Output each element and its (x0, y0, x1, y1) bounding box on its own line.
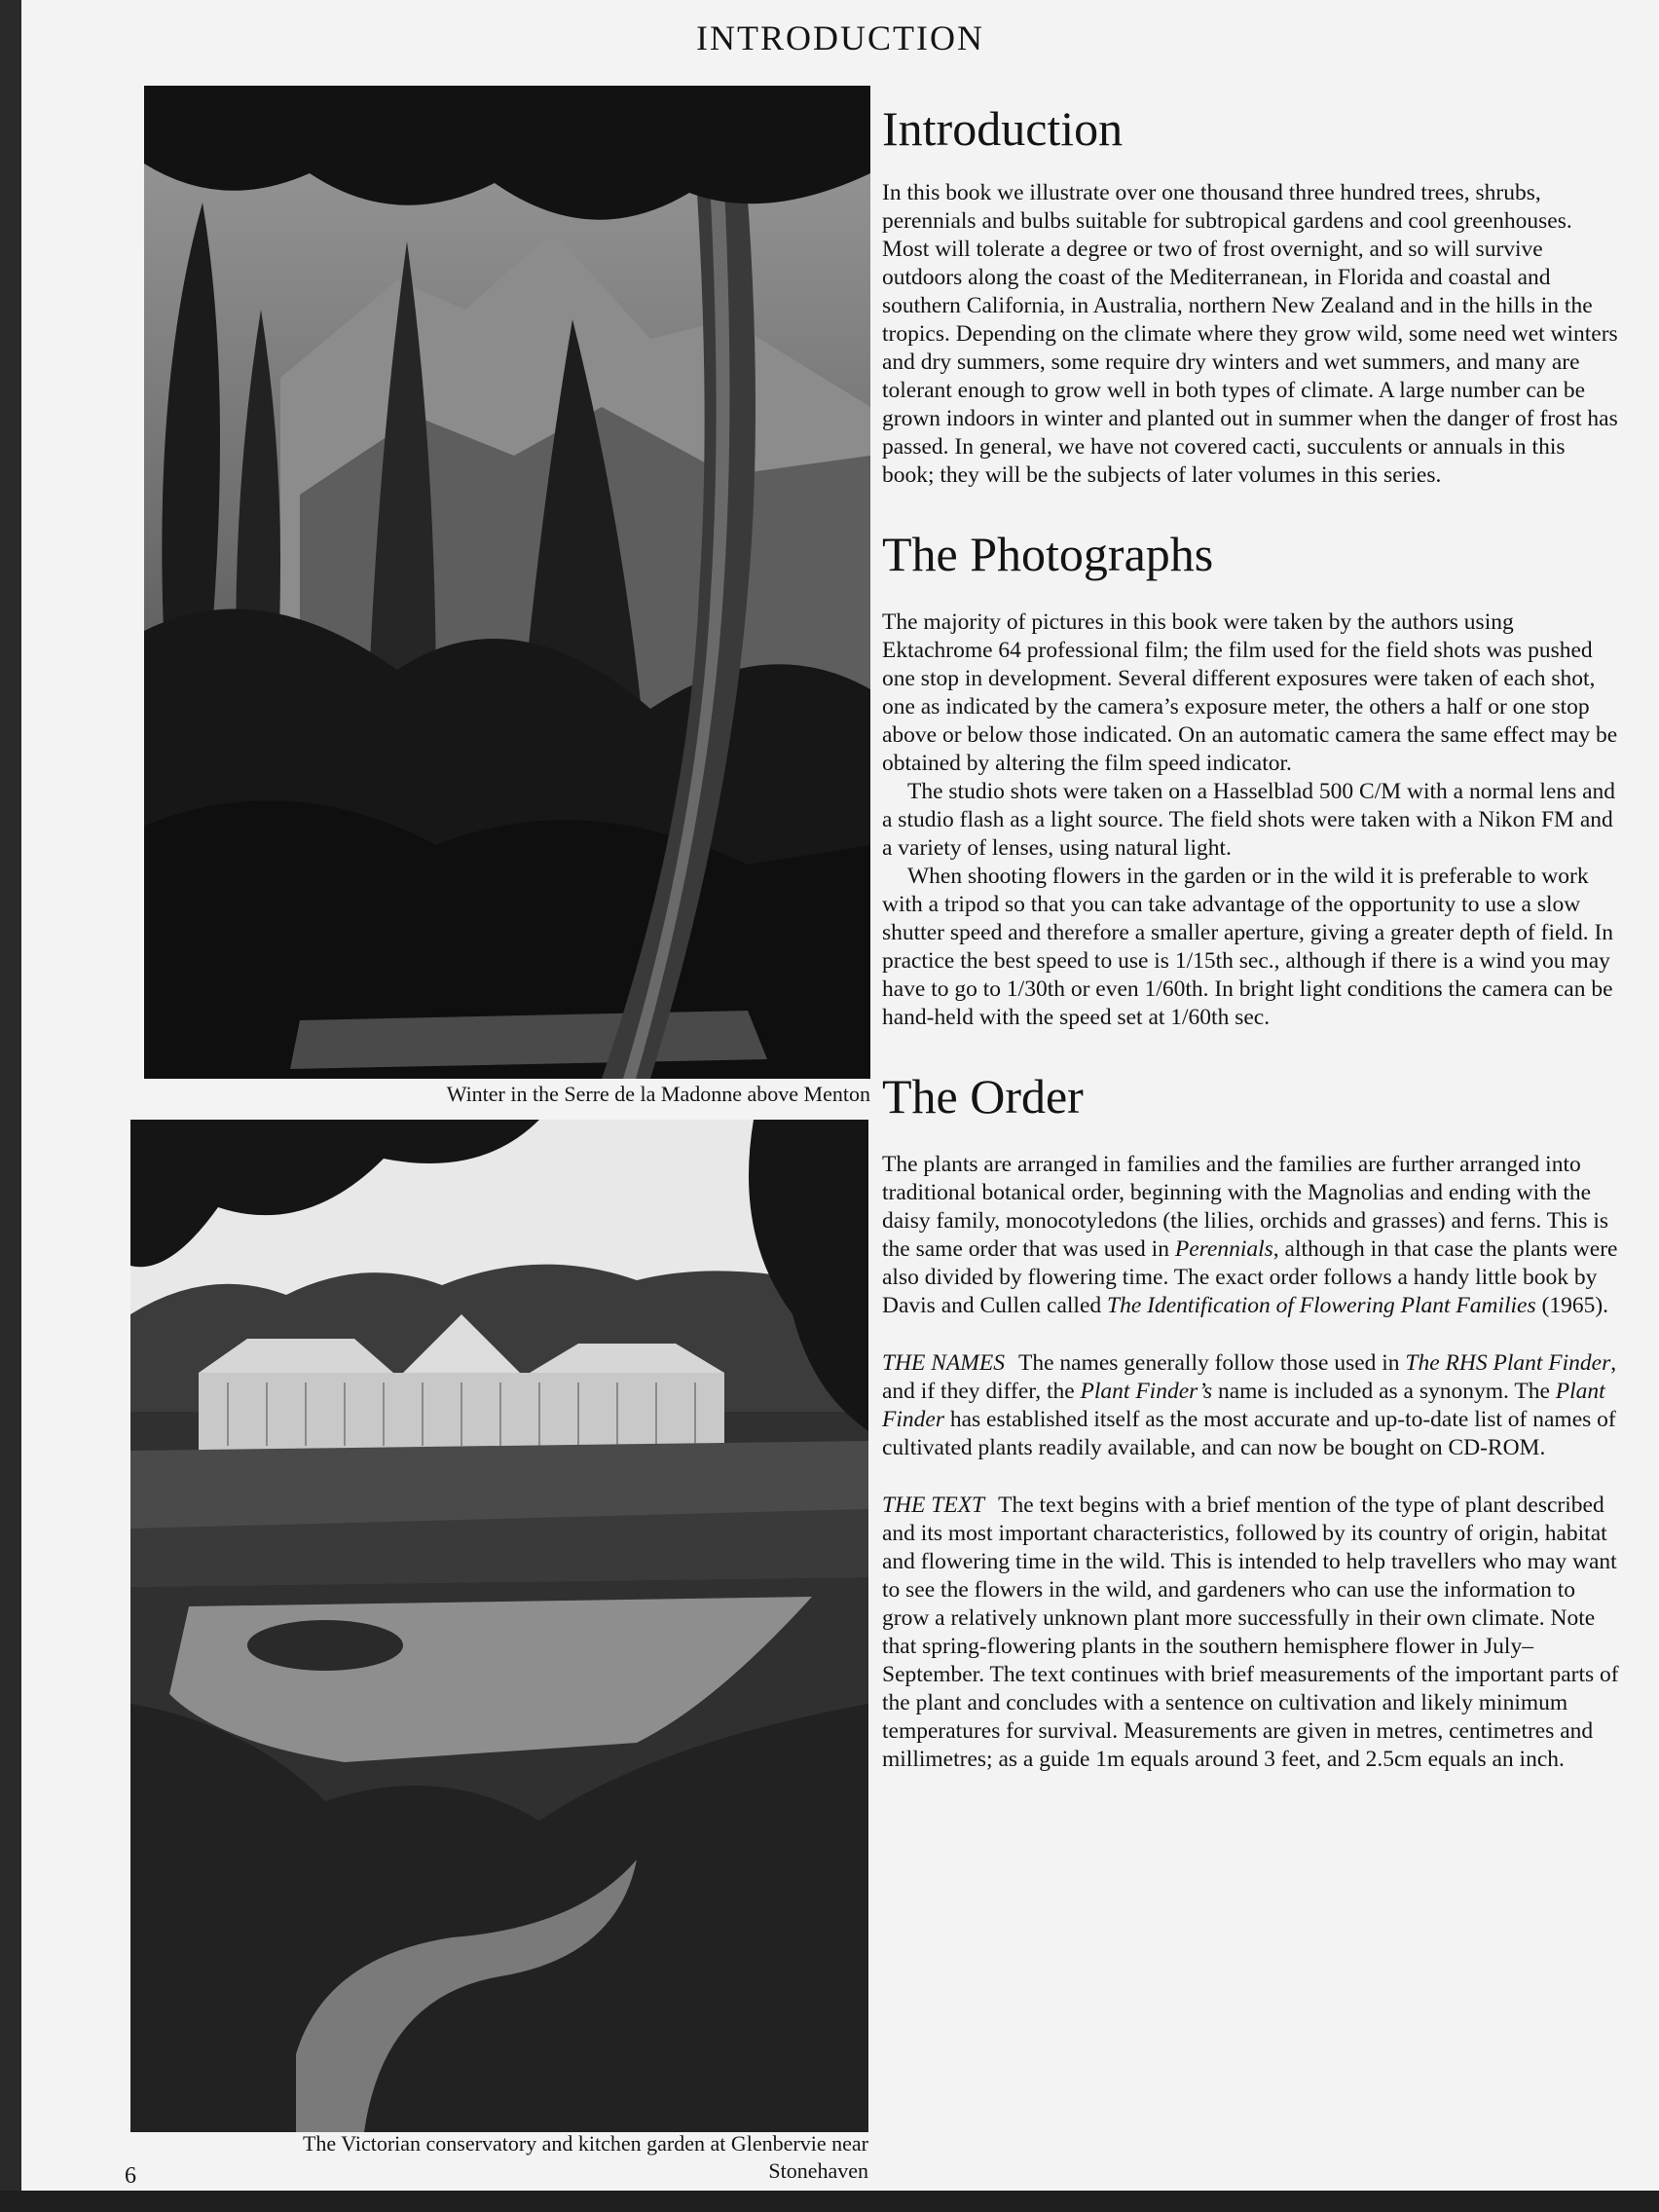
photo-caption-top: Winter in the Serre de la Madonne above Menton (446, 1082, 870, 1106)
order-text-a: The plants are arranged in families and the families are further arranged into traditional botanical order, beginning with the Magnolias and ending with the daisy family, monocotyledons (the lilies, orchids and grasses) and ferns. This is the same order that was used in (882, 1152, 1608, 1262)
text-paragraph (882, 1492, 1622, 1774)
photographs-paragraph-3: When shooting flowers in the garden or in the wild it is preferable to work with a tripod so that you can take advantage of the opportunity to use a slow shutter speed and therefore a smaller aperture, giving a greater depth of field. In practice the best speed to use is 1/15th sec., although if there is a wind you may have to go to 1/30th or even 1/60th. In bright light conditions the camera can be hand-held with the speed set at 1/60th sec. (882, 864, 1614, 1030)
heading-introduction: Introduction (882, 101, 1124, 156)
heading-order: The Order (882, 1069, 1084, 1124)
order-text-c: , although in that case the plants were also divided by flowering time. The exact order follows a handy little book by Davis and Cullen called (882, 1236, 1618, 1318)
names-title-finder: Plant Finder (882, 1379, 1605, 1432)
order-title-identification: The Identification of Flowering Plant Families (1107, 1293, 1536, 1318)
names-text-c: , and if they differ, the (882, 1350, 1617, 1404)
photographs-paragraph-2: The studio shots were taken on a Hasselblad 500 C/M with a normal lens and a studio flash as a light source. The field shots were taken with a Nikon FM and a variety of lenses, using natural light. (882, 779, 1616, 861)
heading-photographs: The Photographs (882, 527, 1214, 581)
names-text-e: name is included as a synonym. The (1212, 1379, 1556, 1404)
intro-paragraph: In this book we illustrate over one thousand three hundred trees, shrubs, perennials and bulbs suitable for subtropical gardens and cool greenhouses. Most will tolerate a degree or two of frost overnight, and so will survive outdoors along the coast of the Mediterranean, in Florida and coastal and southern California, in Australia, northern New Zealand and in the hills in the tropics. Depending on the climate where they grow wild, some need wet winters and dry summers, some require dry winters and wet summers, and many are tolerant enough to grow well in both types of climate. A large number can be grown indoors in winter and planted out in summer when the danger of frost has passed. In general, we have not covered cacti, succulents or annuals in this book; they will be the subjects of later volumes in this series. (882, 180, 1618, 488)
text-body: The text begins with a brief mention of the type of plant described and its most important characteristics, followed by its country of origin, habitat and flowering time in the wild. This is intended to help travellers who may want to see the flowers in the wild, and gardeners who can use the information to grow a relatively unknown plant more successfully in their own climate. Note that spring-flowering plants in the southern hemisphere flower in July–September. The text continues with brief measurements of the important parts of the plant and concludes with a sentence on cultivation and likely minimum temperatures for survival. Measurements are given in metres, centimetres and millimetres; as a guide 1m equals around 3 feet, and 2.5cm equals an inch. (882, 1493, 1619, 1772)
page-edge-shadow (0, 2191, 1659, 2212)
names-title-finders: Plant Finder’s (1080, 1379, 1213, 1404)
running-head: INTRODUCTION (696, 18, 984, 57)
names-heading: THE NAMES (882, 1350, 1005, 1376)
photo-caption-bottom (130, 2130, 868, 2185)
book-page (21, 0, 1659, 2191)
text-heading: THE TEXT (882, 1493, 985, 1518)
order-paragraph (882, 1151, 1622, 1320)
photo-serre-de-la-madonne (144, 86, 870, 1079)
names-title-rhs: The RHS Plant Finder (1405, 1350, 1611, 1376)
page-number: 6 (125, 2163, 136, 2189)
order-title-perennials: Perennials (1174, 1236, 1273, 1262)
photo-caption-bottom-line2: Stonehaven (768, 2158, 868, 2183)
photo-caption-bottom-line1: The Victorian conservatory and kitchen garden at Glenbervie near (302, 2131, 868, 2156)
photographs-paragraph-1: The majority of pictures in this book were taken by the authors using Ektachrome 64 professional film; the film used for the field shots was pushed one stop in development. Several different exposures were taken of each shot, one as indicated by the camera’s exposure meter, the others a half or one stop above or below those indicated. On an automatic camera the same effect may be obtained by altering the film speed indicator. (882, 609, 1618, 776)
names-paragraph (882, 1349, 1622, 1462)
photo-glenbervie-conservatory (130, 1120, 868, 2132)
names-text-a: The names generally follow those used in (1017, 1350, 1406, 1376)
order-text-e: (1965). (1535, 1293, 1609, 1318)
names-text-g: has established itself as the most accurate and up-to-date list of names of cultivated plants readily available, and can now be bought on CD-ROM. (882, 1407, 1616, 1460)
text-column (882, 97, 1622, 1774)
